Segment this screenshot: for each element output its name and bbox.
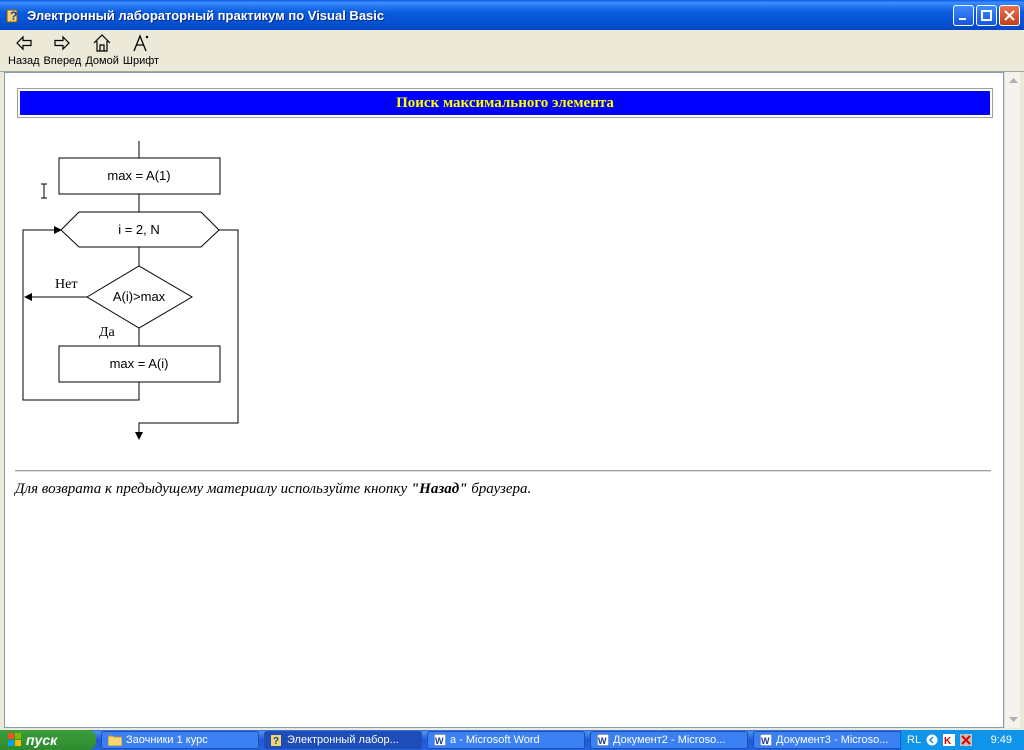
help-book-icon (271, 734, 283, 746)
window-titlebar[interactable] (0, 0, 1024, 30)
window-title: Электронный лабораторный практикум по Visual Basic (27, 7, 385, 23)
svg-text:?: ? (10, 9, 18, 23)
taskbar-item-word-a[interactable] (427, 731, 585, 749)
divider (15, 470, 991, 472)
page-heading: Поиск максимального элемента (20, 91, 990, 115)
assign-block-text: max = A(i) (109, 356, 169, 371)
antivirus-icon[interactable] (943, 734, 955, 746)
svg-text:?: ? (273, 736, 280, 746)
yes-label: Да (99, 325, 115, 340)
font-icon (131, 33, 151, 53)
taskbar-item-word-doc2[interactable] (590, 731, 748, 749)
home-button-label: Домой (85, 55, 119, 67)
word-icon (434, 734, 446, 746)
windows-logo-icon (8, 733, 22, 747)
loop-block-text: i = 2, N (118, 222, 160, 237)
taskbar-item-lab[interactable] (264, 731, 422, 749)
word-icon (760, 734, 772, 746)
close-icon (1004, 10, 1015, 21)
forward-button[interactable] (44, 33, 82, 67)
scroll-up-icon (1009, 77, 1018, 83)
return-note (15, 481, 531, 498)
note-prefix: Для возврата к предыдущему материалу используйте кнопку (15, 481, 411, 497)
maximize-icon (981, 10, 992, 21)
system-tray (900, 730, 1024, 750)
heading-frame (17, 88, 993, 118)
home-icon (92, 33, 112, 53)
close-button[interactable] (999, 5, 1020, 26)
note-suffix: браузера. (467, 481, 532, 497)
text-cursor-icon (40, 183, 48, 204)
tray-app-icon[interactable] (960, 734, 972, 746)
scroll-down-icon (1009, 717, 1018, 723)
taskbar (0, 730, 1024, 750)
folder-icon (108, 734, 122, 746)
taskbar-item-folder[interactable] (101, 731, 259, 749)
tray-expand-icon[interactable] (926, 734, 938, 746)
init-block-text: max = A(1) (107, 168, 171, 183)
svg-text:W: W (761, 736, 770, 746)
scroll-down-button[interactable] (1005, 712, 1021, 728)
svg-text:K: K (944, 736, 952, 746)
start-label: пуск (26, 732, 58, 748)
word-icon (597, 734, 609, 746)
condition-block-text: A(i)>max (112, 289, 166, 304)
taskbar-item-label: Электронный лабор... (287, 734, 399, 746)
taskbar-item-label: a - Microsoft Word (450, 734, 540, 746)
note-back-keyword: "Назад" (410, 481, 468, 497)
forward-arrow-icon (52, 33, 72, 53)
minimize-button[interactable] (953, 5, 974, 26)
loop-exit-line (139, 230, 238, 439)
back-arrow-icon (14, 33, 34, 53)
taskbar-item-label: Документ3 - Microso... (776, 734, 889, 746)
home-button[interactable] (85, 33, 119, 67)
taskbar-item-word-doc3[interactable] (753, 731, 911, 749)
clock: 9:49 (990, 734, 1012, 746)
vertical-scrollbar[interactable] (1004, 72, 1020, 728)
help-book-icon (6, 7, 22, 23)
back-button-label: Назад (8, 55, 40, 67)
minimize-icon (958, 10, 969, 21)
content-pane (4, 72, 1004, 728)
taskbar-item-label: Заочники 1 курс (126, 734, 208, 746)
scroll-up-button[interactable] (1005, 72, 1021, 88)
forward-button-label: Вперед (43, 55, 82, 67)
no-label: Нет (55, 277, 78, 292)
font-button-label: Шрифт (122, 55, 160, 67)
taskbar-item-label: Документ2 - Microso... (613, 734, 726, 746)
start-button[interactable] (0, 730, 96, 750)
back-button[interactable] (8, 33, 40, 67)
svg-text:W: W (435, 736, 444, 746)
svg-text:W: W (598, 736, 607, 746)
language-indicator[interactable]: RL (907, 734, 922, 746)
font-button[interactable] (123, 33, 159, 67)
browser-toolbar (0, 30, 1024, 72)
maximize-button[interactable] (976, 5, 997, 26)
flowchart (5, 133, 265, 453)
